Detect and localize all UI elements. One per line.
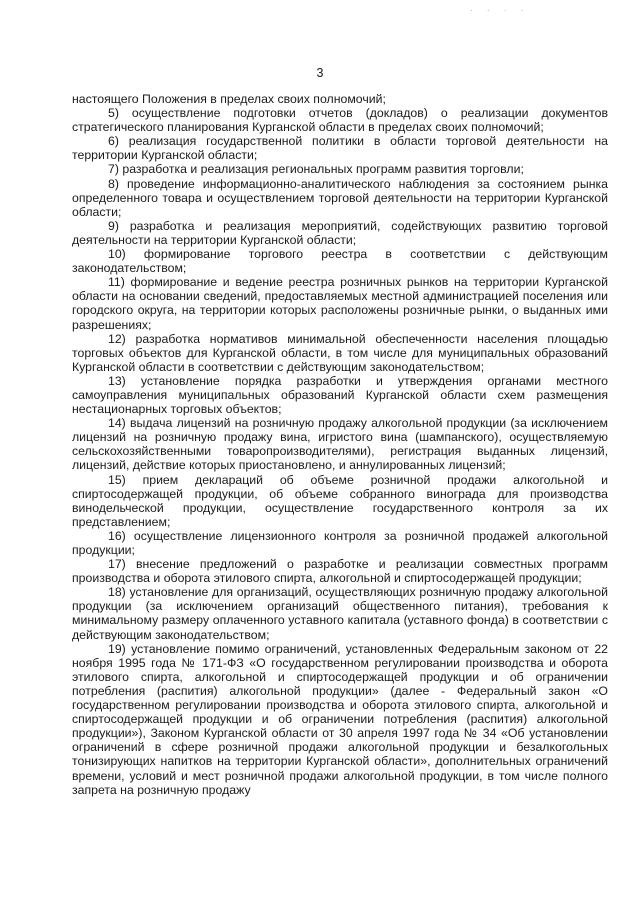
page-number: 3 [316, 66, 324, 80]
scan-artifact-marks: · · · · [470, 6, 530, 15]
paragraph: 13) установление порядка разработки и утверждения органами местного самоуправления муниципальных образований Курганской области схем размещения нестационарных торговых объектов; [72, 373, 608, 417]
paragraph: настоящего Положения в пределах своих полномочий; [72, 92, 386, 106]
paragraph: 5) осуществление подготовки отчетов (докладов) о реализации документов стратегического планирования Курганской области в пределах своих полномочий; [72, 106, 608, 135]
paragraph: 11) формирование и ведение реестра розничных рынков на территории Курганской области на основании сведений, предоставляемых местной администрацией поселения или городского округа, на территории которых расположены розничные рынки, о выданных ими разрешениях; [72, 275, 608, 332]
paragraph: 6) реализация государственной политики в области торговой деятельности на территории Курганской области; [72, 134, 608, 163]
paragraph: 16) осуществление лицензионного контроля за розничной продажей алкогольной продукции; [72, 528, 608, 557]
paragraph: 9) разработка и реализация мероприятий, содействующих развитию торговой деятельности на территории Курганской области; [72, 218, 608, 247]
paragraph: 18) установление для организаций, осуществляющих розничную продажу алкогольной продукции (за исключением организаций общественного питания), требования к минимальному размеру оплаченного уставного капитала (уставного фонда) в соответствии с действующим законодательством; [72, 585, 608, 642]
paragraph: 14) выдача лицензий на розничную продажу алкогольной продукции (за исключением лицензий на розничную продажу вина, игристого вина (шампанского), осуществляемую сельскохозяйственными товаропроизводителями), регистрация выданных лицензий, лицензий, действие которых приостановлено, и аннулированных лицензий; [72, 416, 608, 473]
paragraph: 17) внесение предложений о разработке и реализации совместных программ производства и оборота этилового спирта, алкогольной и спиртосодержащей продукции; [72, 557, 608, 586]
paragraph: 10) формирование торгового реестра в соответствии с действующим законодательством; [72, 247, 608, 276]
paragraph: 19) установление помимо ограничений, установленных Федеральным законом от 22 ноября 1995 года № 171-ФЗ «О государственном регулировании производства и оборота этилового спирта, алкогольной и спиртосодержащей продукции и об ограничении потребления (распития) алкогольной продукции» (далее - Федеральный закон «О государственном регулировании производства и оборота этилового спирта, алкогольной и спиртосодержащей продукции и об ограничении потребления (распития) алкогольной продукции»), Законом Курганской области от 30 апреля 1997 года № 34 «Об установлении ограничений в сфере розничной продажи алкогольной продукции и безалкогольных тонизирующих напитков на территории Курганской области», дополнительных ограничений времени, условий и мест розничной продажи алкогольной продукции, в том числе полного запрета на розничную продажу [72, 641, 608, 797]
document-body [72, 92, 608, 797]
paragraph: 7) разработка и реализация региональных программ развития торговли; [108, 162, 524, 177]
paragraph: 15) прием деклараций об объеме розничной продажи алкогольной и спиртосодержащей продукции, об объеме собранного винограда для производства винодельческой продукции, осуществление государственного контроля за их представлением; [72, 472, 608, 529]
paragraph: 8) проведение информационно-аналитического наблюдения за состоянием рынка определенного товара и осуществлением торговой деятельности на территории Курганской области; [72, 176, 608, 219]
paragraph: 12) разработка нормативов минимальной обеспеченности населения площадью торговых объектов для Курганской области, в том числе для муниципальных образований Курганской области в соответствии с действующим законодательством; [72, 331, 608, 374]
